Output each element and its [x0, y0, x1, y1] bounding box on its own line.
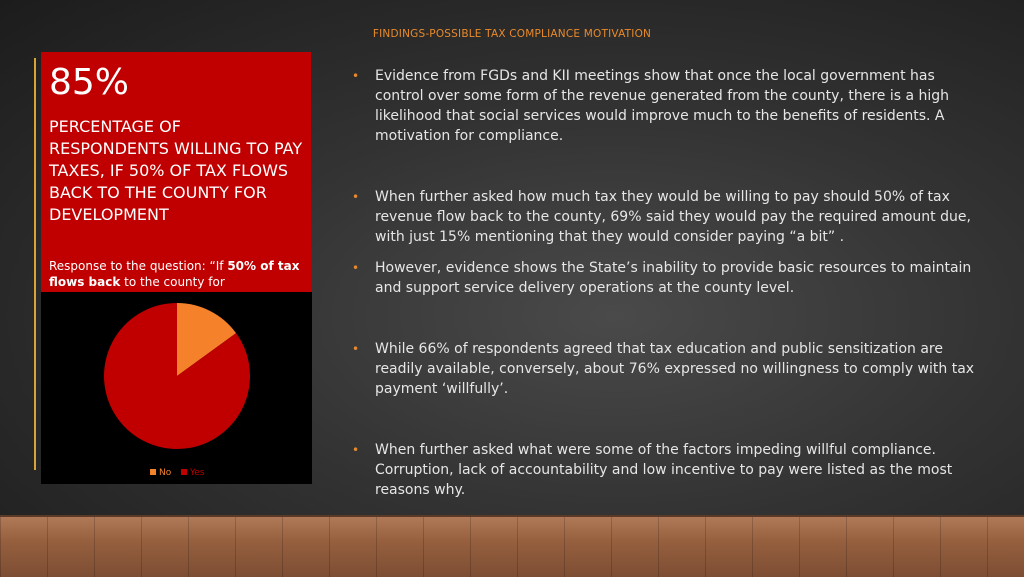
question-bold: 50% of tax flows back — [49, 259, 300, 289]
bullet-text: When further asked how much tax they would be willing to pay should 50% of tax revenue flow back to the county, 69% said they would pay the required amount due, with just 15% mentioning that they would consider paying “a bit” . — [375, 189, 971, 245]
bullet-text: However, evidence shows the State’s inability to provide basic resources to maintain and support service delivery operations at the county level. — [375, 260, 972, 296]
bullet-dot: • — [352, 190, 360, 204]
legend-swatch-no — [150, 469, 156, 475]
bullet-item — [352, 339, 984, 399]
question-prefix: Response to the question: “If — [49, 259, 228, 273]
big-number: 85% — [49, 62, 130, 103]
legend-swatch-yes — [181, 469, 187, 475]
bullet-text: Evidence from FGDs and KII meetings show that once the local government has control over some form of the revenue generated from the county, there is a high likelihood that social services would improve much to the benefits of residents. A motivation for compliance. — [375, 68, 950, 144]
bullet-dot: • — [352, 342, 360, 356]
bullet-dot: • — [352, 443, 360, 457]
bullet-dot: • — [352, 69, 360, 83]
card-heading: PERCENTAGE OF RESPONDENTS WILLING TO PAY TAXES, IF 50% OF TAX FLOWS BACK TO THE COUNTY FOR DEVELOPMENT — [49, 117, 303, 224]
highlight-card — [41, 52, 311, 292]
legend-label-no: No — [159, 468, 172, 478]
accent-line — [34, 58, 36, 470]
card-question — [49, 258, 305, 290]
bullet-dot: • — [352, 261, 360, 275]
bullet-text: While 66% of respondents agreed that tax education and public sensitization are readily available, conversely, about 76% expressed no willingness to comply with tax payment ‘willfully’. — [375, 341, 975, 397]
bullet-item — [352, 66, 984, 146]
bullet-item — [352, 187, 984, 247]
pie-chart — [41, 292, 312, 484]
wood-floor — [0, 515, 1024, 577]
bullet-item — [352, 440, 984, 500]
pie-chart-svg — [41, 292, 312, 484]
bullet-item — [352, 258, 984, 298]
legend-label-yes: Yes — [190, 468, 205, 478]
slide-title: FINDINGS-POSSIBLE TAX COMPLIANCE MOTIVATION — [372, 28, 652, 40]
question-suffix: to the county for — [120, 275, 225, 289]
bullet-text: When further asked what were some of the factors impeding willful compliance. Corruption, lack of accountability and low incentive to pay were listed as the most reasons why. — [375, 442, 953, 498]
